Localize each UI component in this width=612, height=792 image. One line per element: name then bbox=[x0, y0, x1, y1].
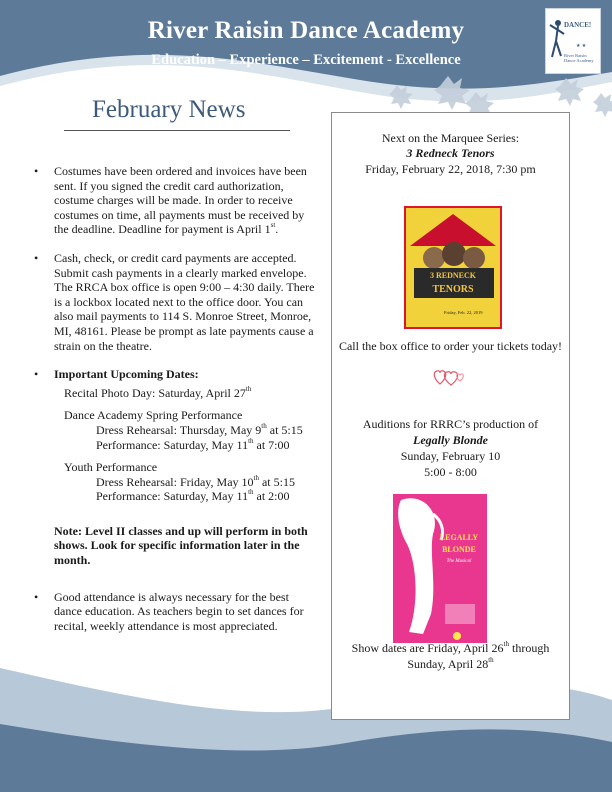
academy-tagline: Education – Experience – Excitement - Excellence bbox=[151, 52, 461, 68]
poster1-title-bottom: TENORS bbox=[432, 284, 474, 295]
show-dates-line1 bbox=[332, 641, 569, 656]
attendance-bullet bbox=[34, 590, 312, 634]
auditions-date: Sunday, February 10 bbox=[400, 449, 501, 463]
youth-perf-time: at 2:00 bbox=[253, 489, 290, 504]
show-dates-line2-text: Sunday, April 28 bbox=[407, 657, 489, 671]
spring-dress-line bbox=[34, 423, 324, 438]
legally-blonde-poster bbox=[393, 494, 487, 643]
spring-heading: Dance Academy Spring Performance bbox=[64, 408, 243, 423]
recital-photo-line bbox=[34, 386, 324, 401]
marquee-line1: Next on the Marquee Series: bbox=[381, 131, 520, 145]
auditions-show: Legally Blonde bbox=[413, 433, 488, 447]
spring-perf-time: at 7:00 bbox=[253, 437, 290, 452]
costumes-text: Costumes have been ordered and invoices have been sent. If you signed the credit card authorization, costume charges will be made. In order to receive costumes on time, all payments must be received by the deadline. Deadline for payment is April 1 bbox=[54, 164, 307, 237]
youth-perf-sup: th bbox=[248, 488, 254, 497]
auditions-line1: Auditions for RRRC’s production of bbox=[362, 417, 539, 431]
logo-word: DANCE! bbox=[564, 21, 592, 29]
youth-perf-line bbox=[34, 489, 324, 504]
level-note bbox=[34, 524, 308, 568]
poster1-title-top: 3 REDNECK bbox=[429, 271, 477, 280]
spring-perf-sup: th bbox=[248, 436, 254, 445]
spring-dress-sup: th bbox=[261, 421, 267, 430]
poster2-title-bottom: BLONDE bbox=[442, 545, 476, 554]
level-note-text: Note: Level II classes and up will perform in both shows. Look for specific information later in the month. bbox=[54, 523, 308, 568]
youth-perf-text: Performance: Saturday, May 11 bbox=[96, 489, 249, 504]
dates-bullet bbox=[34, 367, 324, 382]
poster1-date: Friday, Feb. 22, 2019 bbox=[444, 310, 483, 315]
youth-dress-line bbox=[34, 475, 324, 490]
dancer-icon bbox=[546, 9, 600, 73]
payments-bullet bbox=[34, 251, 320, 353]
youth-dress-time: at 5:15 bbox=[258, 474, 295, 489]
hearts-icon bbox=[431, 368, 467, 388]
show-dates-sup2: th bbox=[488, 656, 494, 664]
youth-dress-sup: th bbox=[253, 473, 259, 482]
redneck-tenors-poster bbox=[404, 206, 502, 329]
show-dates-line2 bbox=[332, 657, 569, 672]
costumes-bullet bbox=[34, 164, 310, 237]
youth-heading: Youth Performance bbox=[64, 460, 158, 475]
svg-text:★ ★: ★ ★ bbox=[576, 44, 587, 49]
academy-title: River Raisin Dance Academy bbox=[147, 17, 465, 44]
spring-perf-line bbox=[34, 438, 324, 453]
recital-photo-sup: th bbox=[245, 384, 252, 393]
auditions-time: 5:00 - 8:00 bbox=[424, 465, 477, 479]
show-dates-mid: through bbox=[508, 641, 550, 655]
poster2-sub: The Musical bbox=[446, 559, 472, 564]
marquee-show: 3 Redneck Tenors bbox=[406, 146, 495, 160]
attendance-text: Good attendance is always necessary for the best dance education. As teachers begin to set dances for recital, weekly attendance is most appreciated. bbox=[54, 589, 304, 633]
marquee-date: Friday, February 22, 2018, 7:30 pm bbox=[365, 162, 536, 176]
call-box-office: Call the box office to order your tickets today! bbox=[338, 339, 563, 353]
poster2-title-top: LEGALLY bbox=[439, 533, 479, 542]
show-dates-sup1: th bbox=[503, 640, 509, 648]
spring-dress-time: at 5:15 bbox=[266, 422, 303, 437]
news-column bbox=[34, 164, 324, 633]
show-dates-prefix: Show dates are Friday, April 26 bbox=[351, 641, 504, 655]
payments-text: Cash, check, or credit card payments are accepted. Submit cash payments in a clearly marked envelope. The RRCA box office is open 9:00 – 4:30 daily. There is a lockbox located next to the office door. You can also mail payments to 114 S. Monroe Street, Monroe, MI, 48161. Please be prompt as late payments cause a strain on the theatre. bbox=[54, 250, 315, 353]
spring-dress-text: Dress Rehearsal: Thursday, May 9 bbox=[96, 422, 262, 437]
logo-name: River Raisin Dance Academy bbox=[564, 53, 594, 63]
spring-perf-text: Performance: Saturday, May 11 bbox=[96, 437, 249, 452]
title-underline bbox=[64, 130, 290, 131]
dates-heading: Important Upcoming Dates: bbox=[54, 367, 199, 382]
events-sidebar bbox=[331, 112, 570, 720]
recital-photo-text: Recital Photo Day: Saturday, April 27 bbox=[64, 385, 246, 400]
youth-dress-text: Dress Rehearsal: Friday, May 10 bbox=[96, 474, 254, 489]
newsletter-title: February News bbox=[92, 96, 246, 123]
academy-logo bbox=[545, 8, 601, 74]
costumes-sup: st bbox=[270, 221, 276, 230]
costumes-end: . bbox=[275, 222, 279, 237]
